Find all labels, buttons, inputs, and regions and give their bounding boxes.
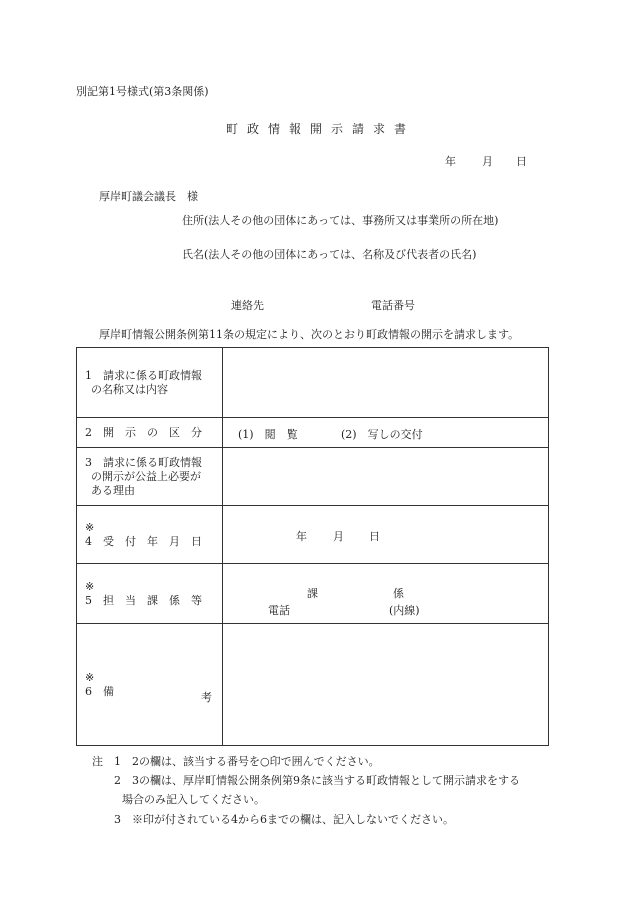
row-info-name bbox=[77, 348, 549, 418]
label-line: 5 担 当 課 係 等 bbox=[85, 593, 202, 607]
row-receipt-date-label bbox=[77, 506, 223, 564]
row-receipt-date bbox=[77, 506, 549, 564]
addressee: 厚岸町議会議長 様 bbox=[99, 190, 198, 203]
name-label: 氏名(法人その他の団体にあっては、名称及び代表者の氏名) bbox=[182, 248, 477, 261]
receipt-month: 月 bbox=[333, 530, 344, 543]
row-disclosure-type bbox=[77, 418, 549, 448]
date-year: 年 bbox=[445, 155, 456, 168]
row-remarks bbox=[77, 624, 549, 746]
note-3: 3 ※印が付されている4から6までの欄は、記入しないでください。 bbox=[114, 813, 454, 826]
disclosure-type-field bbox=[223, 418, 549, 448]
row-public-interest-label bbox=[77, 448, 223, 506]
row-department bbox=[77, 564, 549, 624]
label-line: の開示が公益上必要が bbox=[91, 469, 201, 483]
label-line: 4 受 付 年 月 日 bbox=[85, 534, 202, 548]
row-remarks-label bbox=[77, 624, 223, 746]
phone-label: 電話番号 bbox=[371, 299, 415, 312]
note-2-cont: 場合のみ記入してください。 bbox=[122, 793, 265, 806]
phone-text: 電話 bbox=[268, 604, 290, 617]
intro-text: 厚岸町情報公開条例第11条の規定により、次のとおり町政情報の開示を請求します。 bbox=[99, 328, 520, 341]
section-ka: 課 bbox=[307, 587, 318, 600]
label-line: の名称又は内容 bbox=[91, 382, 168, 396]
extension-text: (内線) bbox=[389, 604, 420, 617]
public-interest-field[interactable] bbox=[223, 448, 549, 506]
department-field bbox=[223, 564, 549, 624]
address-label: 住所(法人その他の団体にあっては、事務所又は事業所の所在地) bbox=[182, 214, 499, 227]
contact-label: 連絡先 bbox=[231, 299, 264, 312]
note-2: 2 3の欄は、厚岸町情報公開条例第9条に該当する町政情報として開示請求をする bbox=[114, 774, 520, 787]
receipt-date-field bbox=[223, 506, 549, 564]
office-use-mark: ※ bbox=[85, 520, 95, 534]
section-kakari: 係 bbox=[393, 587, 404, 600]
row-info-name-label bbox=[77, 348, 223, 418]
request-form-table bbox=[76, 347, 549, 746]
option-copy[interactable]: (2) 写しの交付 bbox=[341, 428, 423, 441]
office-use-mark: ※ bbox=[85, 579, 95, 593]
option-viewing[interactable]: (1) 閲 覧 bbox=[238, 428, 298, 441]
notes-head: 注 bbox=[92, 755, 103, 768]
label-line: 3 請求に係る町政情報 bbox=[85, 455, 202, 469]
row-department-label bbox=[77, 564, 223, 624]
label-line: ある理由 bbox=[91, 483, 135, 497]
row-disclosure-type-label: 2 開 示 の 区 分 bbox=[77, 418, 223, 448]
date-month: 月 bbox=[482, 155, 493, 168]
receipt-day: 日 bbox=[369, 530, 380, 543]
info-name-field[interactable] bbox=[223, 348, 549, 418]
office-use-mark: ※ bbox=[85, 670, 95, 684]
remarks-field[interactable] bbox=[223, 624, 549, 746]
receipt-year: 年 bbox=[296, 530, 307, 543]
form-reference: 別記第1号様式(第3条関係) bbox=[76, 85, 209, 98]
date-day: 日 bbox=[516, 155, 527, 168]
form-title: 町政情報開示請求書 bbox=[226, 122, 416, 136]
label-end: 考 bbox=[201, 691, 212, 704]
label-line: 6 備 bbox=[85, 684, 114, 698]
note-1: 1 2の欄は、該当する番号を○印で囲んでください。 bbox=[114, 755, 380, 768]
label-line: 1 請求に係る町政情報 bbox=[85, 368, 202, 382]
row-public-interest bbox=[77, 448, 549, 506]
